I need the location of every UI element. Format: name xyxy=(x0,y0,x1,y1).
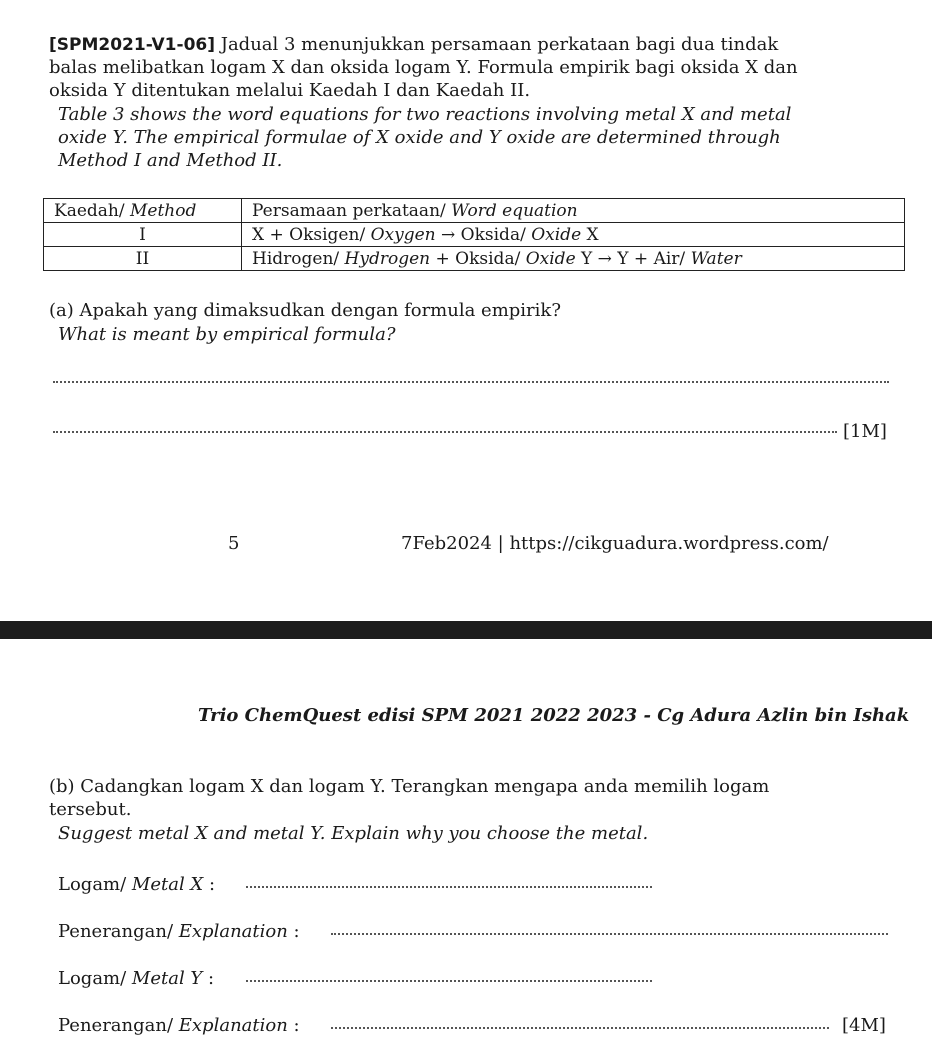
metal-x-label-ms: Logam/ xyxy=(58,874,132,895)
metal-y-label xyxy=(58,967,214,990)
eq-part: X + Oksigen/ xyxy=(252,224,371,245)
question-b-en: Suggest metal X and metal Y. Explain why you choose the metal. xyxy=(58,823,649,844)
eq-part: Y → Y + Air/ xyxy=(575,248,691,269)
explanation-label-en: Explanation xyxy=(178,921,288,942)
method-cell: II xyxy=(44,247,242,271)
eq-part: Hydrogen xyxy=(344,248,431,269)
metal-y-label-ms: Logam/ xyxy=(58,968,132,989)
eq-part: X xyxy=(581,224,599,245)
colon: : xyxy=(287,921,300,942)
page-divider xyxy=(0,621,932,639)
page-number: 5 xyxy=(228,533,240,554)
colon: : xyxy=(202,968,215,989)
question-b-ms-2: tersebut. xyxy=(49,799,132,820)
metal-x-label-en: Metal X xyxy=(131,874,204,895)
marks-a: [1M] xyxy=(843,421,887,442)
equation-cell xyxy=(242,223,905,247)
eq-part: + Oksida/ xyxy=(430,248,526,269)
explanation-label-ms: Penerangan/ xyxy=(58,1015,179,1036)
answer-line-explanation-y xyxy=(331,1027,829,1029)
header-equation-en: Word equation xyxy=(451,200,578,221)
intro-line-1 xyxy=(49,33,778,57)
header-method xyxy=(44,199,242,223)
question-tag: [SPM2021-V1-06] xyxy=(49,35,215,55)
eq-part: Oxygen xyxy=(370,224,436,245)
explanation-label-en: Explanation xyxy=(178,1015,288,1036)
metal-y-label-en: Metal Y xyxy=(131,968,203,989)
method-cell: I xyxy=(44,223,242,247)
question-b-ms-1: (b) Cadangkan logam X dan logam Y. Terangkan mengapa anda memilih logam xyxy=(49,776,770,797)
intro-line-4: Table 3 shows the word equations for two reactions involving metal X and metal xyxy=(58,104,792,125)
word-equation-table xyxy=(43,198,905,271)
answer-line-explanation-x xyxy=(331,933,888,935)
header-word-equation xyxy=(242,199,905,223)
answer-line-a1 xyxy=(53,381,889,383)
table-row xyxy=(44,223,905,247)
explanation-y-label xyxy=(58,1014,300,1037)
equation-cell xyxy=(242,247,905,271)
metal-x-label xyxy=(58,873,215,896)
intro-line-1-text: Jadual 3 menunjukkan persamaan perkataan bagi dua tindak xyxy=(215,34,779,55)
answer-line-metal-y xyxy=(246,980,652,982)
intro-line-2: balas melibatkan logam X dan oksida logam Y. Formula empirik bagi oksida X dan xyxy=(49,57,798,78)
colon: : xyxy=(287,1015,300,1036)
explanation-x-label xyxy=(58,920,300,943)
header-equation-ms: Persamaan perkataan/ xyxy=(252,200,446,221)
eq-part: Oxide xyxy=(531,224,582,245)
intro-line-6: Method I and Method II. xyxy=(58,150,283,171)
header-method-ms: Kaedah/ xyxy=(54,200,125,221)
eq-part: → Oksida/ xyxy=(435,224,532,245)
table-header-row xyxy=(44,199,905,223)
eq-part: Hidrogen/ xyxy=(252,248,345,269)
question-a-ms: (a) Apakah yang dimaksudkan dengan formula empirik? xyxy=(49,300,561,321)
question-a-en: What is meant by empirical formula? xyxy=(58,324,396,345)
eq-part: Oxide xyxy=(525,248,576,269)
colon: : xyxy=(203,874,216,895)
marks-b: [4M] xyxy=(842,1015,886,1036)
table-row xyxy=(44,247,905,271)
header-method-en: Method xyxy=(130,200,197,221)
page-footer-source: 7Feb2024 | https://cikguadura.wordpress.com/ xyxy=(401,533,829,554)
intro-line-5: oxide Y. The empirical formulae of X oxide and Y oxide are determined through xyxy=(58,127,781,148)
answer-line-metal-x xyxy=(246,886,652,888)
page-header: Trio ChemQuest edisi SPM 2021 2022 2023 - Cg Adura Azlin bin Ishak xyxy=(198,705,910,726)
answer-line-a2 xyxy=(53,431,837,433)
explanation-label-ms: Penerangan/ xyxy=(58,921,179,942)
eq-part: Water xyxy=(690,248,742,269)
intro-line-3: oksida Y ditentukan melalui Kaedah I dan Kaedah II. xyxy=(49,80,531,101)
